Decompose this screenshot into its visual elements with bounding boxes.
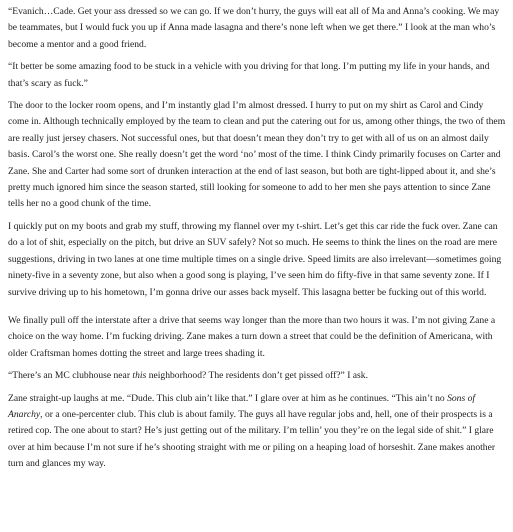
text-segment: Zane straight-up laughs at me. “Dude. This club ain’t like that.” I glare over at him as he continues. “This ain’t no [8, 392, 448, 404]
paragraph [8, 391, 506, 473]
text-segment: neighborhood? The residents don’t get pissed off?” I ask. [146, 370, 368, 382]
paragraph [8, 98, 506, 213]
text-segment: “There’s an MC clubhouse near [8, 370, 133, 382]
text-segment: We finally pull off the interstate after a drive that seems way longer than the more than two hours it was. I’m not giving Zane a choice on the way home. I’m fucking driving. Zane makes a turn down a street that could be the definition of Americana, with older Craftsman homes dotting the street and large trees shading it. [8, 314, 496, 359]
paragraph [8, 4, 506, 53]
document-page [8, 4, 506, 479]
italic-text-segment: Sons of Anarchy [8, 392, 476, 420]
text-segment: I quickly put on my boots and grab my stuff, throwing my flannel over my t-shirt. Let’s get this car ride the fuck over. Zane can do a lot of shit, especially on the pitch, but drive an SUV safely? Not so much. He seems to think the lines on the road are mere suggestions, driving in two lanes at one time multiple times on a single drive. Speed limits are also irrelevant—sometimes going ninety-five in a seventy zone, but also when a good song is playing, I’ve seen him do fifty-five in that same seventy zone. If I survive driving up to his hometown, I’m gonna drive our asses back myself. This lasagna better be fucking out of this world. [8, 220, 502, 298]
text-segment: , or a one-percenter club. This club is about family. The guys all have regular jobs and, hell, one of their prospects is a retired cop. The one about to start? He’s just getting out of the military. I’m tellin’ you they’re on the legal side of shit.” I glare over at him because I’m not sure if he’s shooting straight with me or piling on a heaping load of horseshit. Zane makes another turn and glances my way. [8, 408, 496, 470]
paragraph [8, 219, 506, 301]
paragraph [8, 59, 506, 92]
text-segment: “Evanich…Cade. Get your ass dressed so we can go. If we don’t hurry, the guys will eat all of Ma and Anna’s cooking. We may be teammates, but I would fuck you up if Anna made lasagna and there’s none left when we get there.” I look at the man who’s become a mentor and a good friend. [8, 6, 500, 50]
text-segment: The door to the locker room opens, and I’m instantly glad I’m almost dressed. I hurry to put on my shirt as Carol and Cindy come in. Although technically employed by the team to clean and put the catering out for us, among other things, the two of them are really just jersey chasers. Not successful ones, but that doesn’t mean they don’t try to get with all of us on an almost daily basis. Carol’s the worst one. She really doesn’t get the word ‘no’ most of the time. I think Cindy primarily focuses on Carter and Zane. She and Carter had some sort of drunken interaction at the end of last season, but both are tight-lipped about it, and she’s pretty much ignored him since the season started, still looking for someone to add to her men she pays attention to since Zane tells her no a good chunk of the time. [8, 100, 506, 210]
paragraph [8, 313, 506, 362]
text-segment: “It better be some amazing food to be stuck in a vehicle with you driving for that long. I’m putting my life in your hands, and that’s scary as fuck.” [8, 61, 490, 89]
italic-text-segment: this [132, 370, 147, 382]
paragraph [8, 368, 506, 384]
